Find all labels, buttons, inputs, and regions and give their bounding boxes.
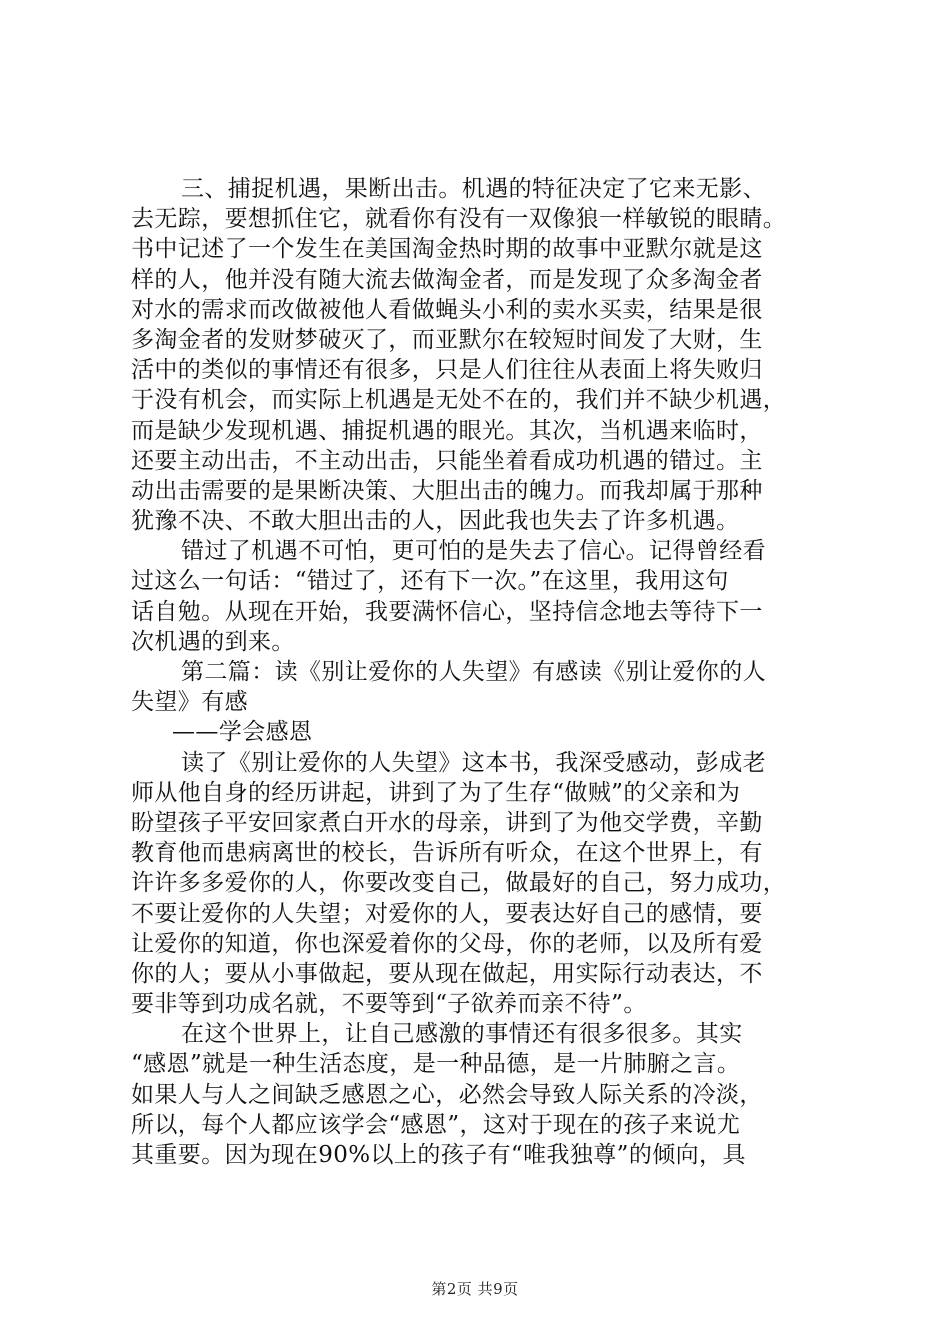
text-line: 教育他而患病离世的校长，告诉所有听众，在这个世界上，有 xyxy=(131,840,763,867)
text-line: 样的人，他并没有随大流去做淘金者，而是发现了众多淘金者 xyxy=(131,266,763,293)
text-line: 而是缺少发现机遇、捕捉机遇的眼光。其次，当机遇来临时， xyxy=(131,417,763,444)
text-line: 要非等到功成名就，不要等到“子欲养而亲不待”。 xyxy=(131,991,647,1018)
text-line: “感恩”就是一种生活态度，是一种品德，是一片肺腑之言。 xyxy=(131,1051,741,1078)
text-line: 于没有机会，而实际上机遇是无处不在的，我们并不缺少机遇， xyxy=(131,387,787,414)
text-line: 不要让爱你的人失望；对爱你的人，要表达好自己的感情，要 xyxy=(131,900,763,927)
document-body xyxy=(131,174,837,1170)
text-line: 许许多多爱你的人，你要改变自己，做最好的自己，努力成功， xyxy=(131,870,787,897)
text-line: 让爱你的知道，你也深爱着你的父母，你的老师，以及所有爱 xyxy=(131,930,763,957)
text-line: 动出击需要的是果断决策、大胆出击的魄力。而我却属于那种 xyxy=(131,477,763,504)
text-line: 在这个世界上，让自己感激的事情还有很多很多。其实 xyxy=(181,1021,743,1048)
text-line: 盼望孩子平安回家煮白开水的母亲，讲到了为他交学费，辛勤 xyxy=(131,809,763,836)
text-line: 其重要。因为现在90%以上的孩子有“唯我独尊”的倾向，具 xyxy=(131,1142,746,1168)
text-line: 师从他自身的经历讲起，讲到了为了生存“做贼”的父亲和为 xyxy=(131,779,741,806)
text-line: 如果人与人之间缺乏感恩之心，必然会导致人际关系的冷淡， xyxy=(131,1081,763,1108)
text-line: 你的人；要从小事做起，要从现在做起，用实际行动表达，不 xyxy=(131,960,763,987)
text-line: 活中的类似的事情还有很多，只是人们往往从表面上将失败归 xyxy=(131,357,763,384)
section-subtitle: ——学会感恩 xyxy=(172,719,313,746)
text-line: 书中记述了一个发生在美国淘金热时期的故事中亚默尔就是这 xyxy=(131,236,763,263)
text-line: 读了《别让爱你的人失望》这本书，我深受感动，彭成老 xyxy=(181,749,766,776)
section-heading-line: 第二篇：读《别让爱你的人失望》有感读《别让爱你的人 xyxy=(181,659,766,685)
section-heading-line: 失望》有感 xyxy=(131,689,248,716)
text-line: 犹豫不决、不敢大胆出击的人，因此我也失去了许多机遇。 xyxy=(131,508,740,535)
text-line: 还要主动出击，不主动出击，只能坐着看成功机遇的错过。主 xyxy=(131,447,763,474)
text-line: 所以，每个人都应该学会“感恩”，这对于现在的孩子来说尤 xyxy=(131,1111,741,1138)
page-number-footer: 第2页 共9页 xyxy=(431,1280,519,1298)
text-line: 过这么一句话：“错过了，还有下一次。”在这里，我用这句 xyxy=(131,568,729,595)
text-line: 话自勉。从现在开始，我要满怀信心，坚持信念地去等待下一 xyxy=(131,598,763,625)
text-line: 三、捕捉机遇，果断出击。机遇的特征决定了它来无影、 xyxy=(181,176,766,202)
text-line: 多淘金者的发财梦破灭了，而亚默尔在较短时间发了大财，生 xyxy=(131,326,763,353)
text-line: 次机遇的到来。 xyxy=(131,628,295,655)
text-line: 去无踪，要想抓住它，就看你有没有一双像狼一样敏锐的眼睛。 xyxy=(131,206,787,233)
text-line: 对水的需求而改做被他人看做蝇头小利的卖水买卖，结果是很 xyxy=(131,296,763,323)
text-line: 错过了机遇不可怕，更可怕的是失去了信心。记得曾经看 xyxy=(181,538,766,565)
